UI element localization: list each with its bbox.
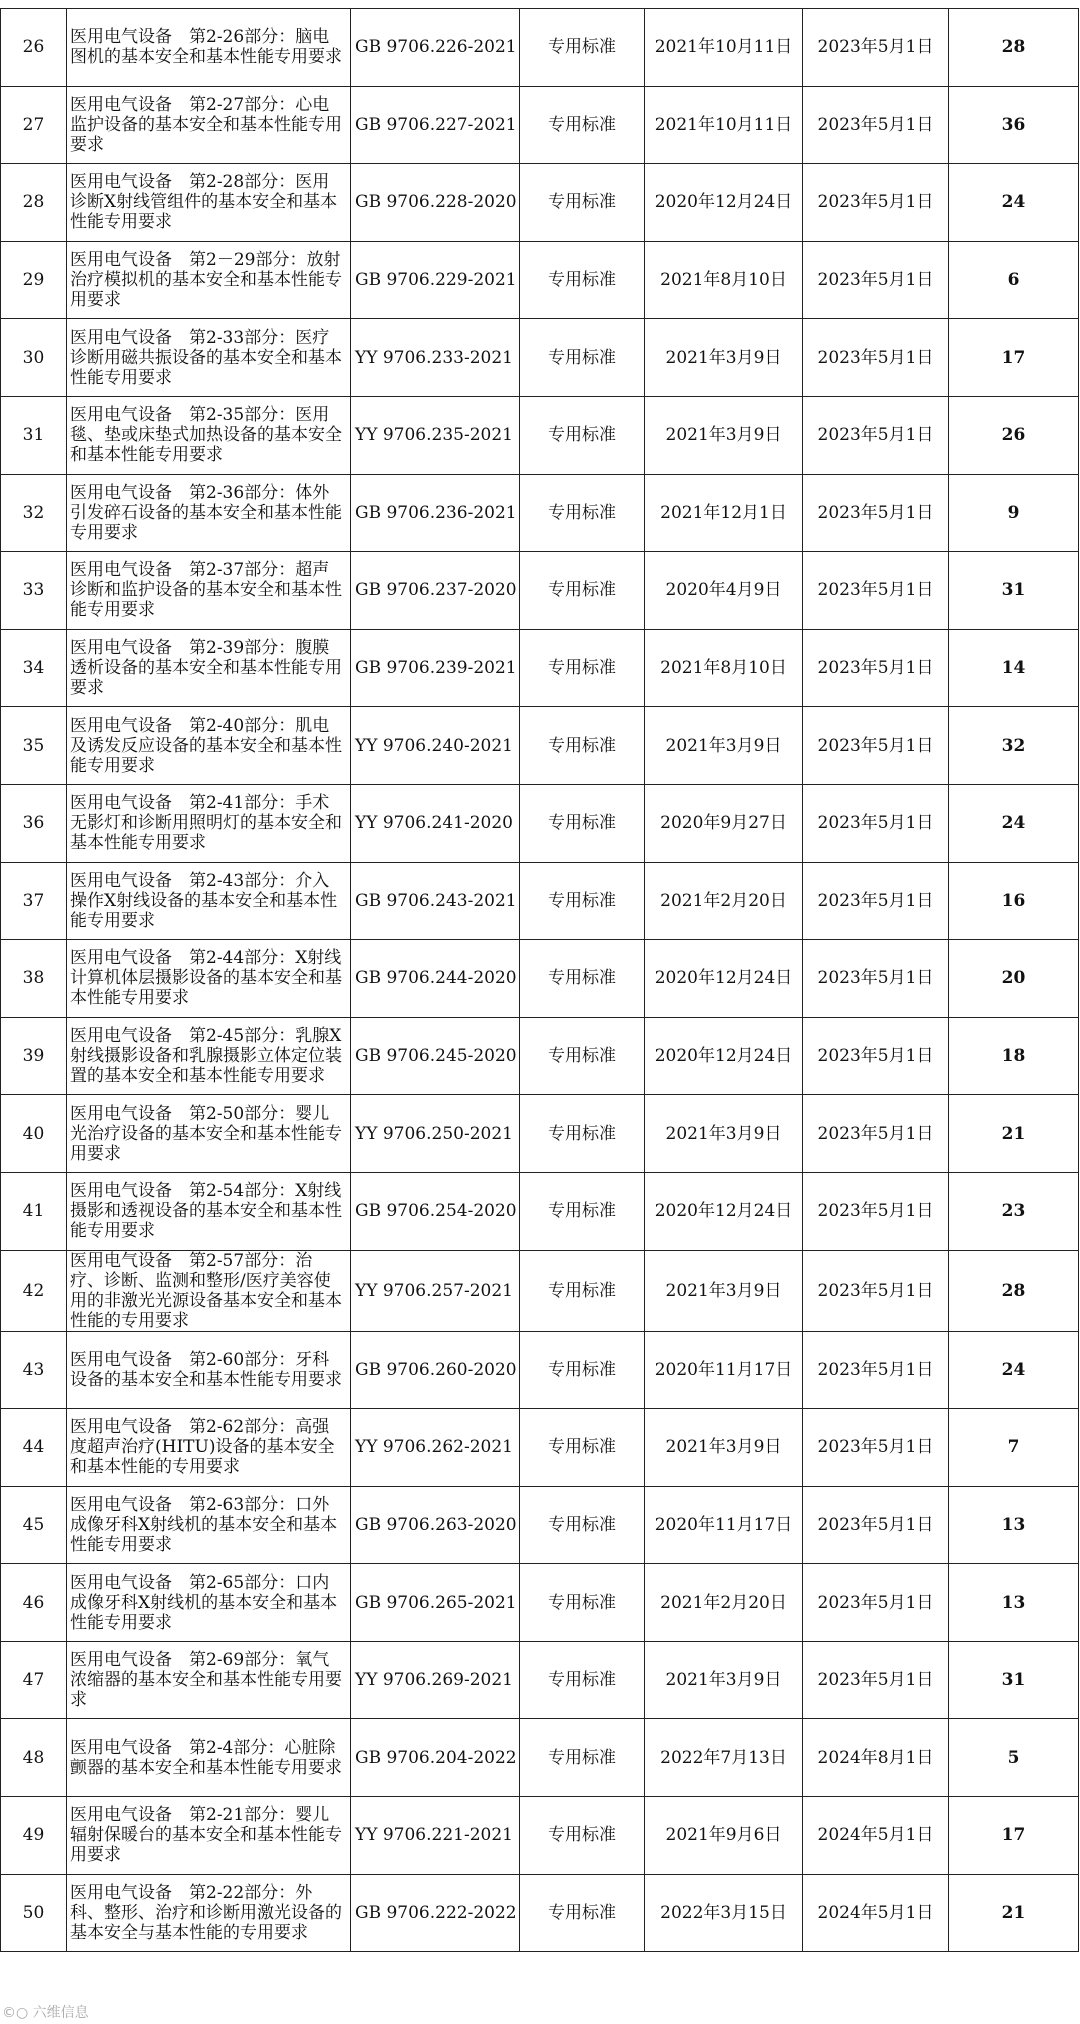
table-row — [1, 1797, 1079, 1875]
table-row — [1, 1719, 1079, 1797]
standard-code: GB 9706.228-2020 — [351, 164, 520, 242]
table-row — [1, 86, 1079, 164]
standard-name: 医用电气设备 第2-69部分：氧气浓缩器的基本安全和基本性能专用要求 — [67, 1641, 351, 1719]
table-row — [1, 9, 1079, 87]
standard-code: YY 9706.257-2021 — [351, 1250, 520, 1331]
table-row — [1, 396, 1079, 474]
standard-type: 专用标准 — [520, 241, 645, 319]
standard-code: GB 9706.265-2021 — [351, 1564, 520, 1642]
row-number: 33 — [1, 552, 67, 630]
standard-code: GB 9706.222-2022 — [351, 1874, 520, 1952]
effective-date: 2024年5月1日 — [803, 1874, 949, 1952]
standard-type: 专用标准 — [520, 1409, 645, 1487]
standard-code: YY 9706.269-2021 — [351, 1641, 520, 1719]
table-row — [1, 474, 1079, 552]
standard-type: 专用标准 — [520, 1486, 645, 1564]
issue-date: 2021年3月9日 — [645, 1095, 803, 1173]
effective-date: 2023年5月1日 — [803, 164, 949, 242]
table-row — [1, 629, 1079, 707]
standard-type: 专用标准 — [520, 164, 645, 242]
watermark: ©○ 六维信息 — [2, 2005, 89, 2021]
standard-name: 医用电气设备 第2-44部分：X射线计算机体层摄影设备的基本安全和基本性能专用要求 — [67, 940, 351, 1018]
standard-type: 专用标准 — [520, 1331, 645, 1409]
effective-date: 2023年5月1日 — [803, 1250, 949, 1331]
standard-type: 专用标准 — [520, 86, 645, 164]
standard-code: GB 9706.243-2021 — [351, 862, 520, 940]
issue-date: 2020年11月17日 — [645, 1331, 803, 1409]
standard-type: 专用标准 — [520, 9, 645, 87]
effective-date: 2023年5月1日 — [803, 629, 949, 707]
standard-name: 医用电气设备 第2-28部分：医用诊断X射线管组件的基本安全和基本性能专用要求 — [67, 164, 351, 242]
effective-date: 2024年5月1日 — [803, 1797, 949, 1875]
effective-date: 2023年5月1日 — [803, 319, 949, 397]
page-count: 9 — [949, 474, 1079, 552]
effective-date: 2023年5月1日 — [803, 1486, 949, 1564]
issue-date: 2020年12月24日 — [645, 1172, 803, 1250]
standard-type: 专用标准 — [520, 1564, 645, 1642]
page-count: 31 — [949, 552, 1079, 630]
standards-table-container — [0, 8, 1079, 1952]
standard-name: 医用电气设备 第2-33部分：医疗诊断用磁共振设备的基本安全和基本性能专用要求 — [67, 319, 351, 397]
issue-date: 2021年2月20日 — [645, 862, 803, 940]
row-number: 34 — [1, 629, 67, 707]
effective-date: 2023年5月1日 — [803, 707, 949, 785]
standard-name: 医用电气设备 第2-35部分：医用毯、垫或床垫式加热设备的基本安全和基本性能专用要求 — [67, 396, 351, 474]
issue-date: 2021年3月9日 — [645, 1409, 803, 1487]
table-row — [1, 862, 1079, 940]
effective-date: 2023年5月1日 — [803, 1331, 949, 1409]
standard-type: 专用标准 — [520, 784, 645, 862]
page-count: 20 — [949, 940, 1079, 1018]
table-row — [1, 940, 1079, 1018]
standard-name: 医用电气设备 第2－29部分：放射治疗模拟机的基本安全和基本性能专用要求 — [67, 241, 351, 319]
standard-code: YY 9706.241-2020 — [351, 784, 520, 862]
issue-date: 2021年3月9日 — [645, 319, 803, 397]
standard-type: 专用标准 — [520, 629, 645, 707]
standard-name: 医用电气设备 第2-62部分：高强度超声治疗(HITU)设备的基本安全和基本性能的专用要求 — [67, 1409, 351, 1487]
standard-code: YY 9706.221-2021 — [351, 1797, 520, 1875]
page-count: 18 — [949, 1017, 1079, 1095]
table-row — [1, 1250, 1079, 1331]
effective-date: 2023年5月1日 — [803, 1564, 949, 1642]
page-count: 36 — [949, 86, 1079, 164]
standard-name: 医用电气设备 第2-60部分：牙科设备的基本安全和基本性能专用要求 — [67, 1331, 351, 1409]
effective-date: 2023年5月1日 — [803, 1017, 949, 1095]
standard-name: 医用电气设备 第2-21部分：婴儿辐射保暖台的基本安全和基本性能专用要求 — [67, 1797, 351, 1875]
standard-type: 专用标准 — [520, 396, 645, 474]
table-row — [1, 1564, 1079, 1642]
standard-type: 专用标准 — [520, 1641, 645, 1719]
issue-date: 2020年12月24日 — [645, 164, 803, 242]
standard-code: GB 9706.244-2020 — [351, 940, 520, 1018]
standard-code: GB 9706.229-2021 — [351, 241, 520, 319]
standard-code: GB 9706.254-2020 — [351, 1172, 520, 1250]
standard-name: 医用电气设备 第2-57部分：治疗、诊断、监测和整形/医疗美容使用的非激光光源设备基本安全和基本性能的专用要求 — [67, 1250, 351, 1331]
standard-type: 专用标准 — [520, 1874, 645, 1952]
table-row — [1, 1486, 1079, 1564]
standard-type: 专用标准 — [520, 862, 645, 940]
effective-date: 2023年5月1日 — [803, 552, 949, 630]
table-row — [1, 1409, 1079, 1487]
standard-type: 专用标准 — [520, 1017, 645, 1095]
issue-date: 2022年3月15日 — [645, 1874, 803, 1952]
table-row — [1, 1641, 1079, 1719]
standard-code: GB 9706.263-2020 — [351, 1486, 520, 1564]
standard-type: 专用标准 — [520, 1719, 645, 1797]
standard-code: YY 9706.233-2021 — [351, 319, 520, 397]
page-count: 28 — [949, 9, 1079, 87]
effective-date: 2023年5月1日 — [803, 940, 949, 1018]
issue-date: 2021年10月11日 — [645, 86, 803, 164]
standard-code: GB 9706.204-2022 — [351, 1719, 520, 1797]
standard-name: 医用电气设备 第2-39部分：腹膜透析设备的基本安全和基本性能专用要求 — [67, 629, 351, 707]
standard-type: 专用标准 — [520, 940, 645, 1018]
row-number: 46 — [1, 1564, 67, 1642]
effective-date: 2023年5月1日 — [803, 1409, 949, 1487]
row-number: 27 — [1, 86, 67, 164]
standard-code: YY 9706.250-2021 — [351, 1095, 520, 1173]
effective-date: 2023年5月1日 — [803, 1641, 949, 1719]
standard-code: GB 9706.226-2021 — [351, 9, 520, 87]
effective-date: 2023年5月1日 — [803, 86, 949, 164]
standard-type: 专用标准 — [520, 1172, 645, 1250]
issue-date: 2020年4月9日 — [645, 552, 803, 630]
page-count: 21 — [949, 1874, 1079, 1952]
page-count: 24 — [949, 784, 1079, 862]
row-number: 38 — [1, 940, 67, 1018]
row-number: 42 — [1, 1250, 67, 1331]
issue-date: 2021年3月9日 — [645, 396, 803, 474]
row-number: 26 — [1, 9, 67, 87]
page-count: 13 — [949, 1564, 1079, 1642]
standard-code: GB 9706.227-2021 — [351, 86, 520, 164]
standard-name: 医用电气设备 第2-4部分：心脏除颤器的基本安全和基本性能专用要求 — [67, 1719, 351, 1797]
standard-name: 医用电气设备 第2-43部分：介入操作X射线设备的基本安全和基本性能专用要求 — [67, 862, 351, 940]
issue-date: 2020年12月24日 — [645, 940, 803, 1018]
standard-type: 专用标准 — [520, 1250, 645, 1331]
table-row — [1, 1095, 1079, 1173]
issue-date: 2021年8月10日 — [645, 241, 803, 319]
effective-date: 2023年5月1日 — [803, 396, 949, 474]
issue-date: 2021年10月11日 — [645, 9, 803, 87]
effective-date: 2023年5月1日 — [803, 784, 949, 862]
standard-name: 医用电气设备 第2-27部分：心电监护设备的基本安全和基本性能专用要求 — [67, 86, 351, 164]
row-number: 47 — [1, 1641, 67, 1719]
table-row — [1, 784, 1079, 862]
page-count: 17 — [949, 319, 1079, 397]
table-row — [1, 1874, 1079, 1952]
standard-name: 医用电气设备 第2-36部分：体外引发碎石设备的基本安全和基本性能专用要求 — [67, 474, 351, 552]
page-count: 13 — [949, 1486, 1079, 1564]
table-row — [1, 552, 1079, 630]
standard-code: YY 9706.235-2021 — [351, 396, 520, 474]
standard-type: 专用标准 — [520, 552, 645, 630]
page-count: 7 — [949, 1409, 1079, 1487]
page-count: 6 — [949, 241, 1079, 319]
standard-code: GB 9706.239-2021 — [351, 629, 520, 707]
effective-date: 2023年5月1日 — [803, 862, 949, 940]
row-number: 49 — [1, 1797, 67, 1875]
standard-type: 专用标准 — [520, 319, 645, 397]
standard-code: GB 9706.245-2020 — [351, 1017, 520, 1095]
standard-name: 医用电气设备 第2-40部分：肌电及诱发反应设备的基本安全和基本性能专用要求 — [67, 707, 351, 785]
standard-type: 专用标准 — [520, 474, 645, 552]
page-count: 32 — [949, 707, 1079, 785]
issue-date: 2021年9月6日 — [645, 1797, 803, 1875]
effective-date: 2023年5月1日 — [803, 1095, 949, 1173]
row-number: 30 — [1, 319, 67, 397]
row-number: 29 — [1, 241, 67, 319]
row-number: 37 — [1, 862, 67, 940]
table-body — [1, 9, 1079, 1952]
issue-date: 2021年3月9日 — [645, 1250, 803, 1331]
standard-code: YY 9706.262-2021 — [351, 1409, 520, 1487]
table-row — [1, 707, 1079, 785]
issue-date: 2021年2月20日 — [645, 1564, 803, 1642]
standard-name: 医用电气设备 第2-50部分：婴儿光治疗设备的基本安全和基本性能专用要求 — [67, 1095, 351, 1173]
standard-type: 专用标准 — [520, 1095, 645, 1173]
page-count: 28 — [949, 1250, 1079, 1331]
standard-code: GB 9706.260-2020 — [351, 1331, 520, 1409]
row-number: 31 — [1, 396, 67, 474]
standard-name: 医用电气设备 第2-65部分：口内成像牙科X射线机的基本安全和基本性能专用要求 — [67, 1564, 351, 1642]
table-row — [1, 1172, 1079, 1250]
page-count: 17 — [949, 1797, 1079, 1875]
row-number: 40 — [1, 1095, 67, 1173]
effective-date: 2023年5月1日 — [803, 1172, 949, 1250]
row-number: 32 — [1, 474, 67, 552]
page-count: 23 — [949, 1172, 1079, 1250]
page-count: 24 — [949, 1331, 1079, 1409]
issue-date: 2020年11月17日 — [645, 1486, 803, 1564]
page-count: 26 — [949, 396, 1079, 474]
table-row — [1, 164, 1079, 242]
issue-date: 2021年3月9日 — [645, 707, 803, 785]
page-count: 31 — [949, 1641, 1079, 1719]
standards-table — [0, 8, 1079, 1952]
row-number: 35 — [1, 707, 67, 785]
effective-date: 2023年5月1日 — [803, 474, 949, 552]
standard-code: GB 9706.237-2020 — [351, 552, 520, 630]
row-number: 44 — [1, 1409, 67, 1487]
issue-date: 2021年3月9日 — [645, 1641, 803, 1719]
issue-date: 2020年9月27日 — [645, 784, 803, 862]
issue-date: 2021年8月10日 — [645, 629, 803, 707]
standard-name: 医用电气设备 第2-54部分：X射线摄影和透视设备的基本安全和基本性能专用要求 — [67, 1172, 351, 1250]
row-number: 28 — [1, 164, 67, 242]
effective-date: 2024年8月1日 — [803, 1719, 949, 1797]
standard-name: 医用电气设备 第2-22部分：外科、整形、治疗和诊断用激光设备的基本安全与基本性能的专用要求 — [67, 1874, 351, 1952]
table-row — [1, 1331, 1079, 1409]
issue-date: 2022年7月13日 — [645, 1719, 803, 1797]
issue-date: 2020年12月24日 — [645, 1017, 803, 1095]
page-count: 14 — [949, 629, 1079, 707]
standard-name: 医用电气设备 第2-63部分：口外成像牙科X射线机的基本安全和基本性能专用要求 — [67, 1486, 351, 1564]
standard-code: GB 9706.236-2021 — [351, 474, 520, 552]
page-count: 16 — [949, 862, 1079, 940]
row-number: 41 — [1, 1172, 67, 1250]
row-number: 39 — [1, 1017, 67, 1095]
row-number: 48 — [1, 1719, 67, 1797]
effective-date: 2023年5月1日 — [803, 241, 949, 319]
page-count: 24 — [949, 164, 1079, 242]
table-row — [1, 241, 1079, 319]
page-count: 21 — [949, 1095, 1079, 1173]
table-row — [1, 1017, 1079, 1095]
standard-name: 医用电气设备 第2-41部分：手术无影灯和诊断用照明灯的基本安全和基本性能专用要求 — [67, 784, 351, 862]
issue-date: 2021年12月1日 — [645, 474, 803, 552]
standard-code: YY 9706.240-2021 — [351, 707, 520, 785]
row-number: 45 — [1, 1486, 67, 1564]
effective-date: 2023年5月1日 — [803, 9, 949, 87]
standard-name: 医用电气设备 第2-45部分：乳腺X射线摄影设备和乳腺摄影立体定位装置的基本安全和基本性能专用要求 — [67, 1017, 351, 1095]
standard-name: 医用电气设备 第2-26部分：脑电图机的基本安全和基本性能专用要求 — [67, 9, 351, 87]
row-number: 36 — [1, 784, 67, 862]
table-row — [1, 319, 1079, 397]
page-count: 5 — [949, 1719, 1079, 1797]
standard-type: 专用标准 — [520, 1797, 645, 1875]
standard-type: 专用标准 — [520, 707, 645, 785]
row-number: 43 — [1, 1331, 67, 1409]
row-number: 50 — [1, 1874, 67, 1952]
standard-name: 医用电气设备 第2-37部分：超声诊断和监护设备的基本安全和基本性能专用要求 — [67, 552, 351, 630]
